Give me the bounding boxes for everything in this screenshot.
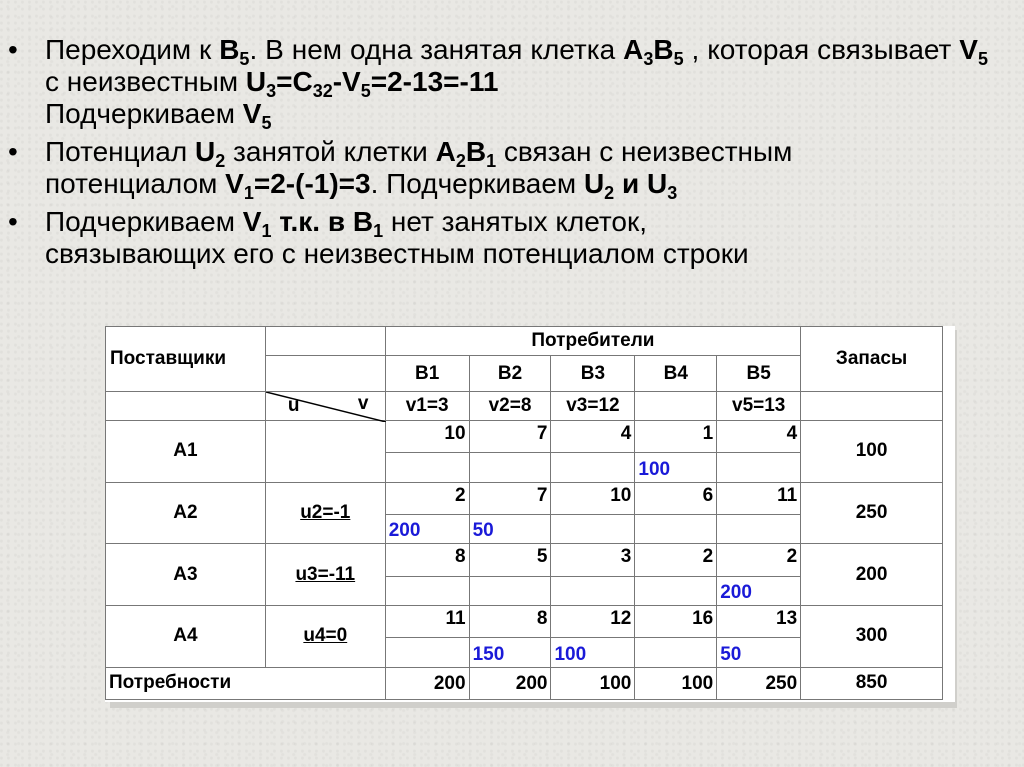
cost-cell: 11 [385, 605, 469, 637]
allocation-cell [717, 515, 801, 544]
v-value: v2=8 [469, 391, 551, 420]
text: занятой клетки [225, 136, 436, 167]
text: Подчеркиваем [45, 206, 243, 237]
text: и U [614, 168, 668, 199]
stock-header: Запасы [801, 327, 943, 392]
empty-cell [265, 356, 385, 392]
allocation-cell [469, 453, 551, 482]
text: связан с неизвестным [496, 136, 793, 167]
allocation-cell [385, 638, 469, 667]
allocation-cell [551, 576, 635, 605]
text: 5 [360, 81, 371, 101]
allocation-cell [551, 515, 635, 544]
column-header: B5 [717, 356, 801, 392]
bullet-dot: • [8, 34, 18, 65]
allocation-cell: 200 [717, 576, 801, 605]
need-value: 200 [469, 667, 551, 699]
text: , которая [683, 34, 810, 65]
bullet-list [8, 34, 988, 270]
empty-cell [265, 327, 385, 356]
cost-cell: 1 [635, 421, 717, 453]
transport-table [105, 326, 943, 700]
v-value: v1=3 [385, 391, 469, 420]
need-value: 100 [551, 667, 635, 699]
text: B [653, 34, 674, 65]
allocation-cell: 150 [469, 638, 551, 667]
cost-cell: 10 [551, 482, 635, 514]
text: . Подчеркиваем [370, 168, 584, 199]
text: =2-13=-11 [370, 66, 499, 97]
supplier-name: A2 [106, 482, 266, 544]
text: V [959, 34, 978, 65]
column-header: B4 [635, 356, 717, 392]
text: V [242, 98, 262, 129]
supplier-name: A3 [106, 544, 266, 606]
allocation-cell [551, 453, 635, 482]
supplier-name: A4 [106, 605, 266, 667]
cost-cell: 7 [469, 421, 551, 453]
text: 2 [455, 151, 466, 171]
cost-cell: 2 [717, 544, 801, 576]
cost-cell: 7 [469, 482, 551, 514]
u-value [265, 421, 385, 483]
needs-label: Потребности [106, 667, 386, 699]
allocation-cell [635, 638, 717, 667]
text: A [623, 34, 644, 65]
column-header: B1 [385, 356, 469, 392]
text: связывающих его с неизвестным потенциалом строки [45, 238, 749, 269]
stock-value: 200 [801, 544, 943, 606]
need-value: 100 [635, 667, 717, 699]
allocation-cell: 100 [551, 638, 635, 667]
allocation-cell [635, 515, 717, 544]
text: связывает [817, 34, 960, 65]
text: =C [276, 66, 313, 97]
u-v-diagonal-cell [265, 391, 385, 420]
cost-cell: 10 [385, 421, 469, 453]
u-label: u [287, 394, 300, 416]
cost-cell: 8 [469, 605, 551, 637]
v-value [635, 391, 717, 420]
text: 5 [977, 49, 988, 69]
text: U [195, 136, 216, 167]
text: 1 [243, 183, 254, 203]
supplier-name: A1 [106, 421, 266, 483]
text: 32 [312, 81, 333, 101]
text: 1 [373, 221, 384, 241]
text: 2 [604, 183, 615, 203]
text: Переходим к [45, 34, 220, 65]
cost-cell: 4 [717, 421, 801, 453]
text: т.к. в B [271, 206, 374, 237]
text: 2 [215, 151, 226, 171]
v-value: v5=13 [717, 391, 801, 420]
allocation-cell [717, 453, 801, 482]
cost-cell: 16 [635, 605, 717, 637]
need-value: 200 [385, 667, 469, 699]
column-header: B3 [551, 356, 635, 392]
v-value: v3=12 [551, 391, 635, 420]
text: V [242, 206, 262, 237]
v-label: v [357, 392, 369, 414]
allocation-cell [385, 453, 469, 482]
u-value: u3=-11 [265, 544, 385, 606]
cost-cell: 4 [551, 421, 635, 453]
text: 1 [486, 151, 497, 171]
text: 1 [261, 221, 272, 241]
bullet-1 [8, 34, 988, 133]
transport-table-wrap [105, 326, 955, 702]
text: B [465, 136, 487, 167]
cost-cell: 2 [385, 482, 469, 514]
bullet-dot: • [8, 206, 18, 237]
text: Потенциал [45, 136, 195, 167]
bullet-dot: • [8, 136, 18, 167]
suppliers-header: Поставщики [106, 327, 266, 392]
empty-cell [106, 391, 266, 420]
total-value: 850 [801, 667, 943, 699]
consumers-header: Потребители [385, 327, 800, 356]
cost-cell: 8 [385, 544, 469, 576]
text: 3 [643, 49, 654, 69]
bullet-2 [8, 136, 988, 203]
cost-cell: 2 [635, 544, 717, 576]
text: =2-(-1)=3 [253, 168, 371, 199]
bullet-3 [8, 206, 988, 270]
text: U [245, 66, 267, 97]
allocation-cell [385, 576, 469, 605]
cost-cell: 12 [551, 605, 635, 637]
text: V [225, 168, 244, 199]
stock-value: 250 [801, 482, 943, 544]
cost-cell: 13 [717, 605, 801, 637]
cost-cell: 6 [635, 482, 717, 514]
text: 5 [673, 49, 684, 69]
allocation-cell: 100 [635, 453, 717, 482]
allocation-cell: 200 [385, 515, 469, 544]
cost-cell: 11 [717, 482, 801, 514]
text: потенциалом [45, 168, 226, 199]
text: 5 [239, 49, 250, 69]
text: 3 [266, 81, 277, 101]
text: B [219, 34, 240, 65]
u-value: u4=0 [265, 605, 385, 667]
text: нет занятых клеток, [383, 206, 648, 237]
text: -V [332, 66, 361, 97]
cost-cell: 3 [551, 544, 635, 576]
u-value: u2=-1 [265, 482, 385, 544]
need-value: 250 [717, 667, 801, 699]
text: . В нем одна занятая клетка [249, 34, 624, 65]
text: 5 [261, 113, 272, 133]
cost-cell: 5 [469, 544, 551, 576]
stock-value: 100 [801, 421, 943, 483]
text: Подчеркиваем [45, 98, 243, 129]
empty-cell [801, 391, 943, 420]
allocation-cell: 50 [717, 638, 801, 667]
column-header: B2 [469, 356, 551, 392]
allocation-cell: 50 [469, 515, 551, 544]
text: A [435, 136, 456, 167]
allocation-cell [635, 576, 717, 605]
text: U [583, 168, 605, 199]
text: 3 [667, 183, 678, 203]
stock-value: 300 [801, 605, 943, 667]
allocation-cell [469, 576, 551, 605]
text: с неизвестным [45, 66, 246, 97]
